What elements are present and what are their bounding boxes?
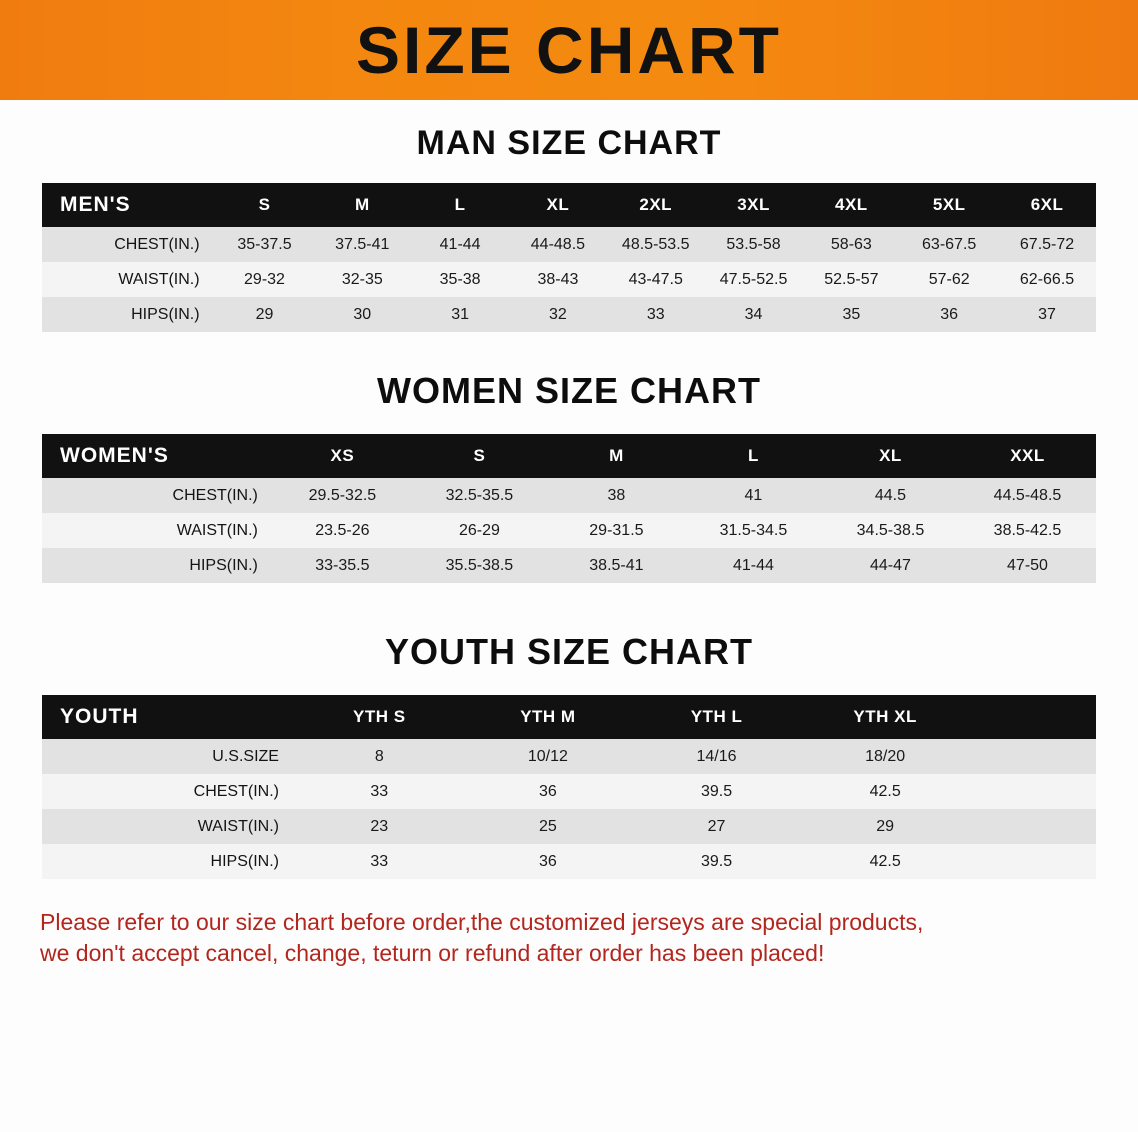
man-header-cell: 5XL: [932, 195, 966, 214]
youth-header-cell: YTH L: [690, 707, 743, 726]
table-cell: 38-43: [537, 270, 579, 288]
table-cell: 30: [353, 305, 372, 323]
women-header-cell: M: [609, 446, 624, 465]
table-row: [42, 478, 1096, 513]
women-header-cell: XL: [879, 446, 902, 465]
table-cell: 41-44: [732, 556, 774, 574]
table-cell: 23.5-26: [315, 521, 370, 539]
table-cell: 48.5-53.5: [621, 235, 690, 253]
table-cell: 44.5: [874, 486, 907, 504]
table-cell: 42.5: [869, 782, 901, 800]
man-header-row: [42, 183, 1096, 227]
man-header-cell: S: [258, 195, 271, 214]
table-cell: 39.5: [700, 782, 733, 800]
table-cell: 14/16: [696, 747, 737, 765]
table-cell: 36: [539, 782, 557, 800]
table-cell: 47.5-52.5: [719, 270, 788, 288]
youth-header-label: YOUTH: [60, 705, 139, 728]
table-cell: 57-62: [928, 270, 970, 288]
table-cell: 23: [370, 817, 389, 835]
table-cell: 53.5-58: [726, 235, 781, 253]
man-header-cell: 3XL: [737, 195, 770, 214]
table-row: [42, 809, 1096, 844]
row-label: HIPS(IN.): [189, 556, 258, 574]
table-cell: 29: [255, 305, 274, 323]
table-cell: 8: [374, 747, 384, 765]
man-header-cell: XL: [546, 195, 570, 214]
table-cell: 35-37.5: [237, 235, 292, 253]
women-header-cell: XXL: [1010, 446, 1045, 465]
table-cell: 29-31.5: [589, 521, 644, 539]
table-cell-spacer: [969, 774, 1096, 809]
table-cell: 34.5-38.5: [856, 521, 925, 539]
table-cell: 33: [370, 852, 389, 870]
table-cell: 32.5-35.5: [445, 486, 514, 504]
youth-header-row: [42, 695, 1096, 739]
women-header-cell: L: [747, 446, 759, 465]
table-cell: 29: [876, 817, 895, 835]
footer-note-line-2: we don't accept cancel, change, teturn or refund after order has been placed!: [40, 940, 825, 967]
row-label: WAIST(IN.): [176, 521, 258, 539]
youth-header-cell: YTH S: [353, 707, 406, 726]
table-cell-spacer: [969, 739, 1096, 774]
table-cell: 34: [744, 305, 763, 323]
table-cell: 25: [539, 817, 557, 835]
table-cell: 26-29: [458, 521, 500, 539]
table-row: [42, 844, 1096, 879]
table-cell: 36: [539, 852, 557, 870]
table-cell: 38.5-41: [589, 556, 644, 574]
table-cell: 32-35: [341, 270, 383, 288]
row-label: CHEST(IN.): [193, 782, 279, 800]
man-header-cell: 2XL: [639, 195, 673, 214]
table-cell: 62-66.5: [1019, 270, 1075, 288]
row-label: HIPS(IN.): [131, 305, 200, 323]
row-label: U.S.SIZE: [212, 747, 279, 765]
table-cell: 35-38: [439, 270, 481, 288]
table-cell: 43-47.5: [628, 270, 683, 288]
table-row: [42, 548, 1096, 583]
table-row: [42, 774, 1096, 809]
table-cell: 31.5-34.5: [719, 521, 788, 539]
man-section-heading: MAN SIZE CHART: [416, 124, 722, 162]
man-header-cell: 4XL: [835, 195, 868, 214]
youth-header-spacer: [969, 695, 1096, 739]
table-cell: 33-35.5: [315, 556, 370, 574]
table-cell: 41: [744, 486, 763, 504]
table-cell: 18/20: [865, 747, 906, 765]
table-cell: 58-63: [830, 235, 872, 253]
man-size-table: [42, 183, 1096, 332]
table-cell: 37: [1038, 305, 1056, 323]
table-cell: 29.5-32.5: [308, 486, 377, 504]
table-cell: 39.5: [700, 852, 733, 870]
table-row: [42, 227, 1096, 262]
page-title: SIZE CHART: [356, 13, 782, 87]
table-cell: 47-50: [1007, 556, 1048, 574]
man-header-cell: L: [454, 195, 466, 214]
table-cell: 42.5: [869, 852, 901, 870]
women-header-cell: S: [473, 446, 486, 465]
table-cell: 38.5-42.5: [993, 521, 1062, 539]
table-cell: 10/12: [527, 747, 568, 765]
banner: [0, 0, 1138, 100]
table-cell-spacer: [969, 844, 1096, 879]
table-cell: 67.5-72: [1019, 235, 1075, 253]
table-row: [42, 297, 1096, 332]
table-cell-spacer: [969, 809, 1096, 844]
row-label: WAIST(IN.): [197, 817, 279, 835]
women-header-cell: XS: [330, 446, 355, 465]
table-cell: 37.5-41: [335, 235, 390, 253]
women-header-row: [42, 434, 1096, 478]
table-cell: 31: [451, 305, 469, 323]
youth-table-wrap: [42, 695, 1096, 879]
table-row: [42, 513, 1096, 548]
table-cell: 33: [646, 305, 665, 323]
table-cell: 36: [940, 305, 959, 323]
youth-section-heading: YOUTH SIZE CHART: [384, 631, 753, 672]
youth-size-table: [42, 695, 1096, 879]
row-label: WAIST(IN.): [118, 270, 200, 288]
table-row: [42, 262, 1096, 297]
youth-header-cell: YTH M: [520, 707, 576, 726]
man-table-wrap: [42, 183, 1096, 332]
women-size-table: [42, 434, 1096, 583]
women-section-heading: WOMEN SIZE CHART: [377, 370, 761, 411]
table-cell: 27: [707, 817, 726, 835]
table-cell: 41-44: [439, 235, 481, 253]
table-cell: 32: [549, 305, 567, 323]
table-cell: 29-32: [244, 270, 285, 288]
women-table-wrap: [42, 434, 1096, 583]
table-row: [42, 739, 1096, 774]
man-header-cell: M: [354, 195, 370, 214]
table-cell: 52.5-57: [824, 270, 879, 288]
row-label: CHEST(IN.): [172, 486, 258, 504]
table-cell: 44-47: [869, 556, 911, 574]
footer-note: [40, 907, 1098, 969]
man-header-cell: 6XL: [1030, 195, 1064, 214]
row-label: CHEST(IN.): [114, 235, 200, 253]
women-header-label: WOMEN'S: [60, 444, 169, 467]
youth-header-cell: YTH XL: [853, 707, 917, 726]
table-cell: 38: [607, 486, 626, 504]
row-label: HIPS(IN.): [210, 852, 279, 870]
table-cell: 44.5-48.5: [993, 486, 1062, 504]
table-cell: 44-48.5: [530, 235, 586, 253]
man-header-label: MEN'S: [60, 193, 131, 216]
footer-note-line-1: Please refer to our size chart before order,the customized jerseys are special products,: [40, 909, 924, 935]
table-cell: 35.5-38.5: [445, 556, 514, 574]
table-cell: 63-67.5: [922, 235, 977, 253]
table-cell: 35: [842, 305, 861, 323]
table-cell: 33: [370, 782, 389, 800]
